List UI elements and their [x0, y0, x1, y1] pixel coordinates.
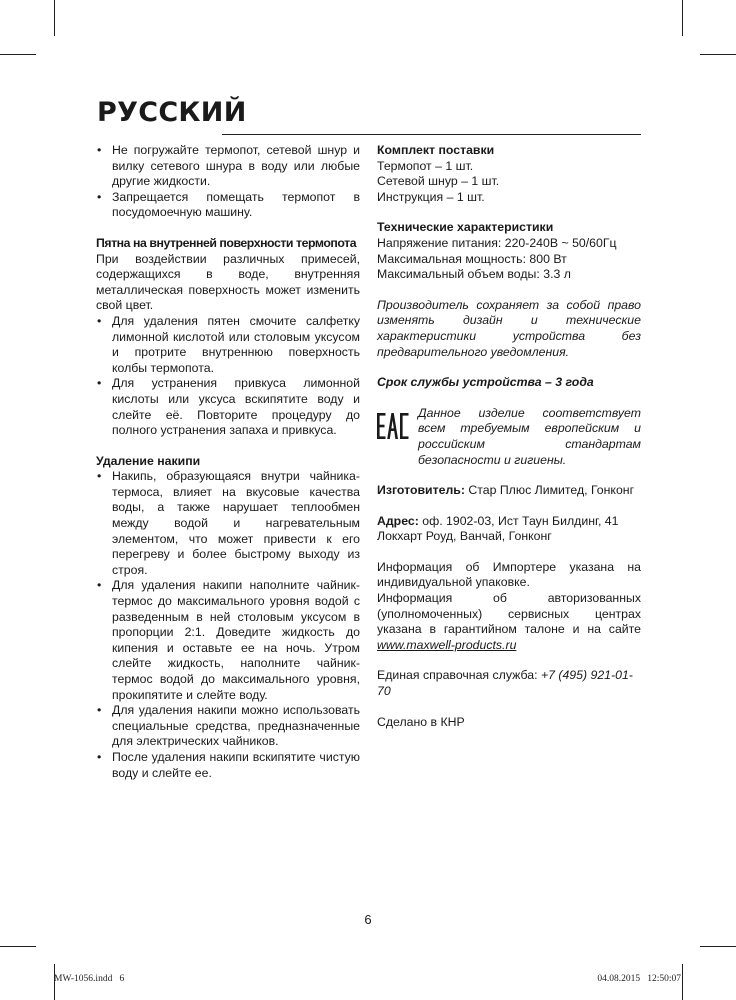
crop-mark — [682, 964, 683, 1000]
list-item: • Накипь, образующаяся внутри чайника-термоса, влияет на вкусовые качества воды, а также нарушает теплообмен между водой и нагревательным элементом, что может привести к его перегреву и более быстрому выходу из строя. — [96, 469, 360, 578]
address-value: оф. 1902-03, Ист Таун Билдинг, 41 Локхарт Роуд, Ванчай, Гонконг — [377, 513, 619, 544]
address-line — [377, 514, 641, 545]
right-column — [377, 143, 641, 730]
left-column — [96, 143, 360, 781]
footer-timestamp: 04.08.2015 12:50:07 — [597, 974, 681, 984]
crop-mark — [700, 54, 736, 55]
compliance-block — [377, 406, 641, 468]
service-info-text: Информация об авторизованных (уполномоченных) сервисных центрах указана в гарантийном талоне и на сайте — [377, 591, 641, 637]
specs-heading: Технические характеристики — [377, 220, 554, 235]
crop-mark — [54, 0, 55, 36]
spec-line: Максимальный объем воды: 3.3 л — [377, 267, 571, 282]
crop-mark — [0, 54, 36, 55]
compliance-text: Данное изделие соответствует всем требуемым европейским и российским стандартам безопасности и гигиены. — [418, 405, 641, 467]
intro-bullets — [96, 143, 360, 221]
crop-mark — [0, 946, 36, 947]
descaling-heading: Удаление накипи — [96, 453, 201, 468]
list-item: • Для удаления накипи можно использовать специальные средства, предназначенные для электрических чайников. — [96, 703, 360, 750]
spec-line: Максимальная мощность: 800 Вт — [377, 251, 567, 266]
hotline-phone: +7 (495) 921-01-70 — [377, 668, 633, 699]
kit-line: Термопот – 1 шт. — [377, 158, 474, 173]
footer-filename: MW-1056.indd 6 — [54, 974, 125, 984]
list-item: • После удаления накипи вскипятите чистую воду и слейте ее. — [96, 750, 360, 781]
crop-mark — [682, 0, 683, 36]
eac-mark-icon — [377, 412, 409, 445]
page-title: РУССКИЙ — [97, 97, 247, 128]
list-item: • Запрещается помещать термопот в посудомоечную машину. — [96, 190, 360, 221]
kit-line: Сетевой шнур – 1 шт. — [377, 174, 500, 189]
kit-heading: Комплект поставки — [377, 143, 495, 157]
hotline-label: Единая справочная служба: — [377, 668, 538, 683]
service-life: Срок службы устройства – 3 года — [377, 375, 594, 390]
list-item: • Не погружайте термопот, сетевой шнур и вилку сетевого шнура в воду или любые другие жидкости. — [96, 143, 360, 190]
disclaimer: Производитель сохраняет за собой право изменять дизайн и технические характеристики устройства без предварительного уведомления. — [377, 297, 641, 359]
manufacturer-label: Изготовитель: — [377, 483, 465, 498]
list-item: • Для устранения привкуса лимонной кислоты или уксуса вскипятите воду и слейте её. Повторите процедуру до полного устранения запаха и привкуса. — [96, 376, 360, 438]
crop-mark — [700, 946, 736, 947]
manufacturer-value: Стар Плюс Лимитед, Гонконг — [468, 483, 635, 498]
website-link[interactable]: www.maxwell-products.ru — [377, 637, 517, 652]
service-info — [377, 591, 641, 653]
list-item: • Для удаления накипи наполните чайник-термос до максимального уровня водой с разведенным в ней столовым уксусом в пропорции 2:1. Доведите жидкость до кипения и оставьте ее на ночь. Утром слейте жидкость, наполните чайник-термос водой до максимального уровня, прокипятите и слейте воду. — [96, 578, 360, 703]
manufacturer-line — [377, 483, 641, 499]
stains-bullets — [96, 314, 360, 439]
address-label: Адрес: — [377, 513, 419, 528]
list-item: • Для удаления пятен смочите салфетку лимонной кислотой или столовым уксусом и протрите внутреннюю поверхность колбы термопота. — [96, 314, 360, 376]
hotline — [377, 668, 641, 699]
header-rule — [222, 134, 641, 135]
kit-line: Инструкция – 1 шт. — [377, 189, 485, 204]
descaling-bullets — [96, 469, 360, 781]
stains-text: При воздействии различных примесей, содержащихся в воде, внутренняя металлическая поверхность может изменить свой цвет. — [96, 251, 360, 313]
made-in: Сделано в КНР — [377, 714, 465, 729]
spec-line: Напряжение питания: 220-240В ~ 50/60Гц — [377, 235, 617, 250]
stains-heading: Пятна на внутренней поверхности термопота — [96, 235, 357, 250]
page-number: 6 — [364, 912, 372, 927]
importer-info: Информация об Импортере указана на индивидуальной упаковке. — [377, 559, 641, 590]
